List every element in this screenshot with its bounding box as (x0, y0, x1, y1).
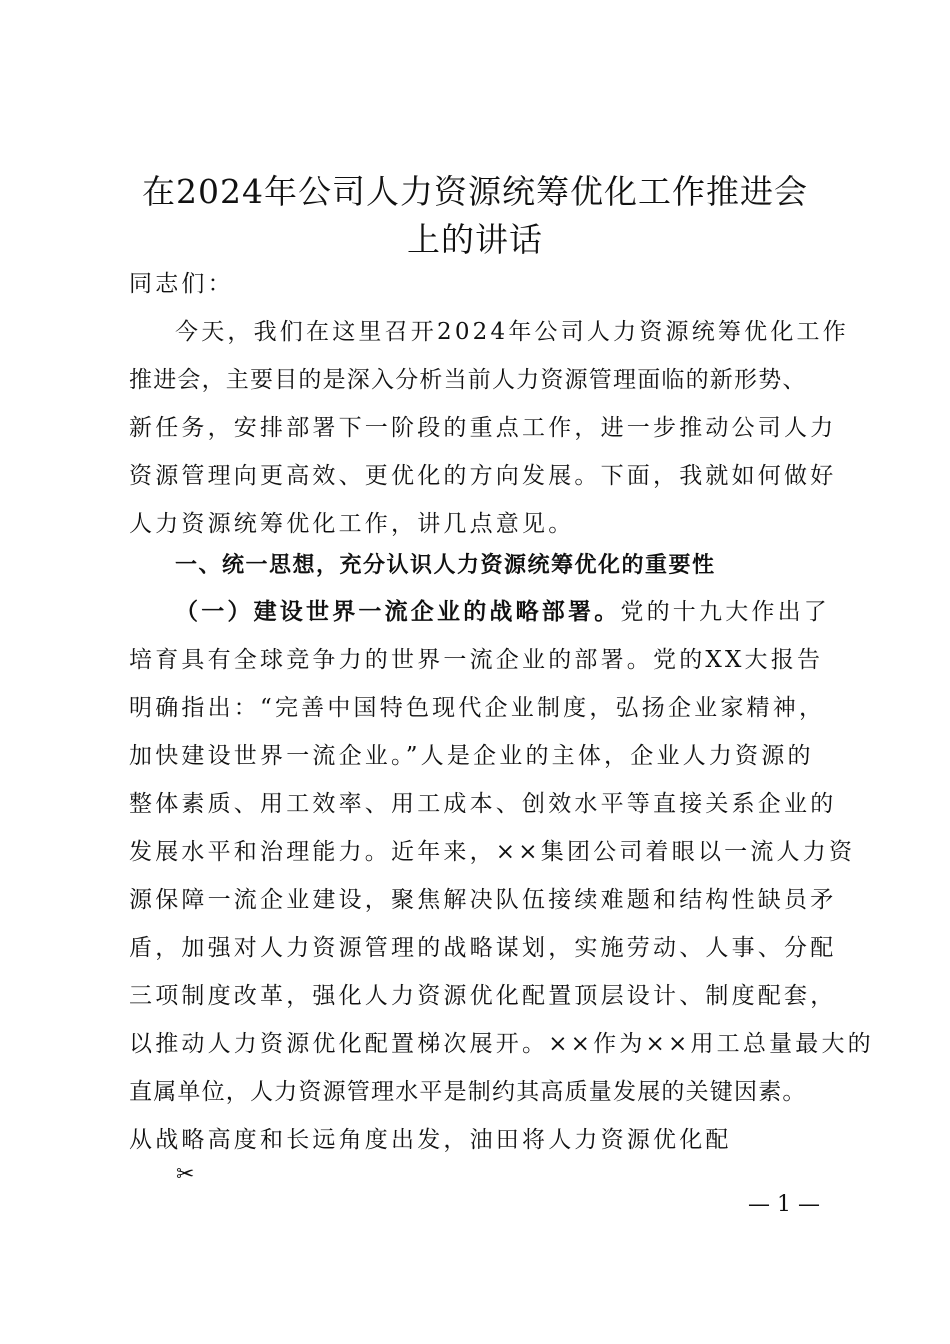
intro-line: 人力资源统筹优化工作，讲几点意见。 (129, 511, 575, 537)
intro-line: 新任务，安排部署下一阶段的重点工作，进一步推动公司人力 (129, 415, 837, 441)
body-line: 加快建设世界一流企业。”人是企业的主体，企业人力资源的 (129, 743, 814, 769)
document-title-line-2: 上的讲话 (407, 220, 543, 259)
body-line: 培育具有全球竞争力的世界一流企业的部署。党的XX大报告 (129, 647, 824, 673)
section-heading: 一、统一思想，充分认识人力资源统筹优化的重要性 (175, 553, 716, 578)
salutation: 同志们： (129, 271, 234, 297)
scissors-icon: ✂ (176, 1162, 195, 1187)
body-line: 三项制度改革，强化人力资源优化配置顶层设计、制度配套， (129, 983, 837, 1009)
body-line: 从战略高度和长远角度出发，油田将人力资源优化配 (129, 1127, 732, 1153)
subsection-first-rest: 党的十九大作出了 (620, 599, 831, 625)
body-line: 以推动人力资源优化配置梯次展开。××作为××用工总量最大的 (129, 1031, 874, 1057)
subsection-title: （一）建设世界一流企业的战略部署。 (175, 598, 621, 625)
subsection-first-line (175, 594, 830, 630)
document-title-line-1: 在2024年公司人力资源统筹优化工作推进会 (142, 172, 808, 211)
intro-line: 推进会，主要目的是深入分析当前人力资源管理面临的新形势、 (129, 367, 807, 393)
body-line: 明确指出：“完善中国特色现代企业制度，弘扬企业家精神， (129, 695, 826, 721)
intro-line: 资源管理向更高效、更优化的方向发展。下面，我就如何做好 (129, 463, 837, 489)
intro-line: 今天，我们在这里召开2024年公司人力资源统筹优化工作 (175, 319, 849, 345)
body-line: 发展水平和治理能力。近年来，××集团公司着眼以一流人力资 (129, 839, 856, 865)
body-line: 盾，加强对人力资源管理的战略谋划，实施劳动、人事、分配 (129, 935, 837, 961)
body-line: 直属单位，人力资源管理水平是制约其高质量发展的关键因素。 (129, 1079, 807, 1105)
page-number: — 1 — (748, 1192, 820, 1217)
body-line: 源保障一流企业建设，聚焦解决队伍接续难题和结构性缺员矛 (129, 887, 837, 913)
body-line: 整体素质、用工效率、用工成本、创效水平等直接关系企业的 (129, 791, 837, 817)
